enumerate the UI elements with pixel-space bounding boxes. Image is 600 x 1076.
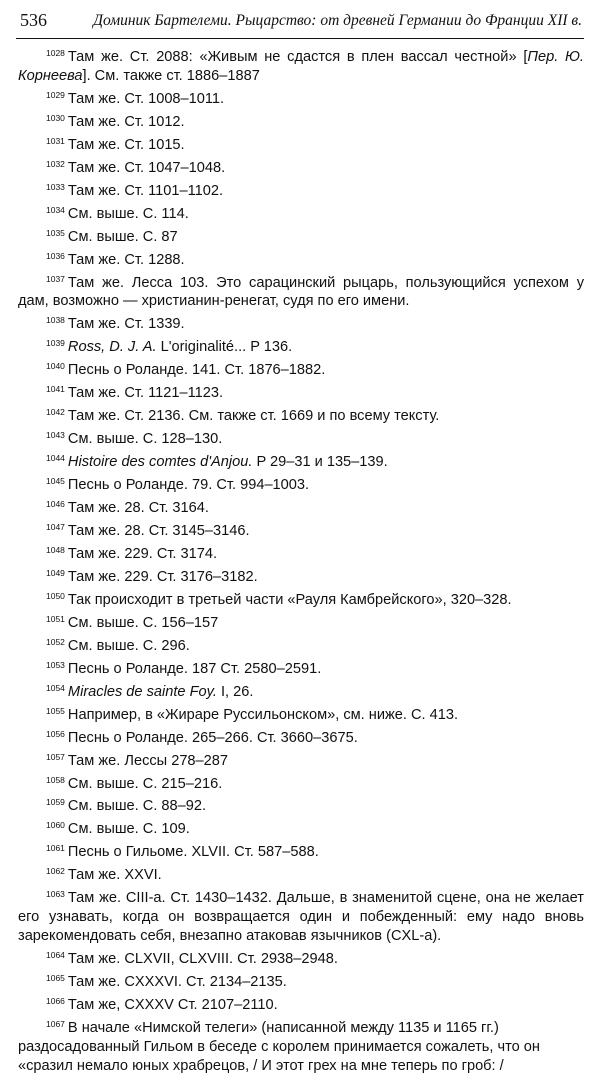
page-header	[16, 8, 584, 39]
endnote-text: Там же. XXVI.	[67, 867, 162, 884]
endnote-text: Там же. Ст. 1121–1123.	[67, 385, 224, 402]
endnote-number: 1060	[46, 820, 65, 831]
endnote-text: Там же. Ст. 2088: «Живым не сдастся в плен вассал честной» [	[67, 49, 528, 65]
endnote-text: Там же. 28. Ст. 3145–3146.	[67, 523, 250, 540]
running-title: Доминик Бартелеми. Рыцарство: от древней Германии до Франции XII в.	[93, 12, 582, 29]
endnote-text: Там же. 229. Ст. 3176–3182.	[67, 568, 258, 585]
endnote-text: ]. См. также ст. 1886–1887	[82, 67, 260, 84]
endnote-number: 1041	[46, 384, 65, 395]
endnote-text: Пер. Ю. Корнеева	[18, 49, 584, 84]
endnote-number: 1039	[46, 338, 65, 349]
endnote-text: Там же. Ст. 1008–1011.	[67, 90, 225, 107]
endnote-number: 1030	[46, 112, 65, 123]
endnote-number: 1036	[46, 250, 65, 261]
endnote	[18, 862, 584, 885]
endnote-text: Там же. 229. Ст. 3174.	[67, 545, 218, 562]
endnote	[18, 426, 584, 449]
endnote-number: 1061	[46, 843, 65, 854]
endnote	[18, 403, 584, 426]
endnote-text: Там же. Ст. 1047–1048.	[67, 159, 226, 176]
endnote-text: Histoire des comtes d'Anjou.	[67, 454, 253, 471]
endnote-text: L'originalité... P 136.	[156, 339, 293, 356]
endnote	[18, 155, 584, 178]
endnote	[18, 518, 584, 541]
endnote-text: Miracles de sainte Foy.	[67, 683, 217, 700]
endnote-text: См. выше. С. 215–216.	[67, 775, 223, 792]
endnote-number: 1047	[46, 522, 65, 533]
endnote-number: 1040	[46, 361, 65, 372]
endnote-text: Там же. CIII-а. Ст. 1430–1432. Дальше, в знаменитой сцене, она не желает его узнавать, когда он возвращается один и побежденный: ему надо вновь зарекомендовать себя, внезапно атаковав язычников (CXL-а).	[18, 890, 584, 945]
endnote-number: 1037	[46, 273, 65, 284]
endnote	[18, 201, 584, 224]
endnote	[18, 748, 584, 771]
endnote-text: P 29–31 и 135–139.	[252, 454, 388, 471]
endnote	[18, 702, 584, 725]
endnote-number: 1048	[46, 544, 65, 555]
endnote	[18, 132, 584, 155]
endnote	[18, 969, 584, 992]
endnote-text: См. выше. С. 114.	[67, 205, 189, 222]
endnote	[18, 633, 584, 656]
endnote	[18, 449, 584, 472]
endnote-text: Там же. Лесса 103. Это сарацинский рыцарь, пользующийся успехом у дам, возможно — христианин-ренегат, судя по его имени.	[18, 274, 584, 310]
endnote	[18, 472, 584, 495]
endnote-number: 1063	[46, 889, 65, 900]
endnote-number: 1034	[46, 204, 65, 215]
endnote-number: 1064	[46, 950, 65, 961]
endnote-number: 1053	[46, 659, 65, 670]
endnote-text: Там же. Ст. 1101–1102.	[67, 182, 224, 199]
endnote	[18, 541, 584, 564]
endnote	[18, 44, 584, 86]
endnote-number: 1050	[46, 590, 65, 601]
endnote	[18, 771, 584, 794]
endnote-text: Песнь о Роланде. 265–266. Ст. 3660–3675.	[67, 729, 358, 746]
endnote	[18, 725, 584, 748]
endnote-text: Там же. CXXXVI. Ст. 2134–2135.	[67, 974, 287, 991]
endnote-number: 1042	[46, 407, 65, 418]
endnote-number: 1052	[46, 636, 65, 647]
endnote-text: Песнь о Роланде. 141. Ст. 1876–1882.	[67, 362, 326, 379]
endnote	[18, 109, 584, 132]
endnotes-list	[18, 44, 584, 1076]
endnote-number: 1044	[46, 453, 65, 464]
endnote-number: 1051	[46, 613, 65, 624]
endnote-text: Там же. 28. Ст. 3164.	[67, 500, 209, 517]
endnote	[18, 587, 584, 610]
endnote	[18, 311, 584, 334]
page-number: 536	[20, 10, 47, 30]
endnote-text: Там же. Ст. 2136. См. также ст. 1669 и по всему тексту.	[67, 408, 440, 425]
endnote	[18, 816, 584, 839]
endnote	[18, 885, 584, 946]
endnote-text: См. выше. С. 296.	[67, 637, 190, 654]
endnote	[18, 224, 584, 247]
endnote-text: См. выше. С. 156–157	[67, 614, 219, 631]
endnote	[18, 656, 584, 679]
endnote-text: Там же. Ст. 1288.	[67, 251, 185, 268]
endnote	[18, 679, 584, 702]
endnote-text: Там же. Ст. 1339.	[67, 316, 185, 333]
endnote-text: Например, в «Жираре Руссильонском», см. ниже. С. 413.	[67, 706, 459, 723]
endnote-text: Там же. Ст. 1012.	[67, 113, 185, 130]
endnote-number: 1058	[46, 774, 65, 785]
endnote	[18, 946, 584, 969]
endnote-text: См. выше. С. 128–130.	[67, 431, 223, 448]
endnote-text: См. выше. С. 88–92.	[67, 798, 207, 815]
endnote-number: 1028	[46, 48, 65, 58]
endnote-number: 1062	[46, 866, 65, 877]
endnote-text: Ross, D. J. A.	[67, 339, 157, 356]
endnote-number: 1049	[46, 567, 65, 578]
endnote	[18, 270, 584, 312]
endnote-number: 1057	[46, 751, 65, 762]
endnote-number: 1035	[46, 227, 65, 238]
endnote	[18, 992, 584, 1015]
endnote-number: 1066	[46, 996, 65, 1007]
endnote-number: 1038	[46, 315, 65, 326]
endnote-number: 1067	[46, 1018, 65, 1029]
endnote	[18, 495, 584, 518]
endnote-text: Там же, CXXXV Ст. 2107–2110.	[67, 997, 278, 1014]
endnote	[18, 357, 584, 380]
endnote-text: Так происходит в третьей части «Рауля Камбрейского», 320–328.	[67, 591, 512, 608]
endnote-number: 1065	[46, 973, 65, 984]
endnote-number: 1054	[46, 682, 65, 693]
endnote-text: I, 26.	[216, 683, 254, 700]
endnote-text: Песнь о Роланде. 187 Ст. 2580–2591.	[67, 660, 322, 677]
endnote	[18, 247, 584, 270]
endnote-number: 1033	[46, 181, 65, 192]
endnote-text: Там же. CLXVII, CLXVIII. Ст. 2938–2948.	[67, 951, 338, 968]
endnote-number: 1056	[46, 728, 65, 739]
endnote-text: См. выше. С. 109.	[67, 821, 190, 838]
endnote-text: Там же. Ст. 1015.	[67, 136, 185, 153]
endnote-number: 1043	[46, 430, 65, 441]
endnote	[18, 1015, 584, 1076]
endnote-text: Песнь о Гильоме. XLVII. Ст. 587–588.	[67, 844, 319, 861]
endnote-text: В начале «Нимской телеги» (написанной между 1135 и 1165 гг.) раздосадованный Гильом в беседе с королем принимается сожалеть, что он «сразил немало юных храбрецов, / И этот грех на мне теперь по гроб: /	[18, 1019, 540, 1074]
endnote-number: 1029	[46, 89, 65, 100]
endnote-number: 1031	[46, 135, 65, 146]
endnote-number: 1032	[46, 158, 65, 169]
endnote-text: Там же. Лессы 278–287	[67, 752, 229, 769]
endnote-number: 1059	[46, 797, 65, 808]
endnote	[18, 610, 584, 633]
endnote	[18, 839, 584, 862]
endnote	[18, 564, 584, 587]
endnote-text: См. выше. С. 87	[67, 228, 178, 245]
endnote	[18, 86, 584, 109]
endnote	[18, 793, 584, 816]
endnote-number: 1045	[46, 476, 65, 487]
endnote-number: 1055	[46, 705, 65, 716]
endnote	[18, 334, 584, 357]
endnote-text: Песнь о Роланде. 79. Ст. 994–1003.	[67, 477, 310, 494]
endnote	[18, 178, 584, 201]
endnote-number: 1046	[46, 499, 65, 510]
endnote	[18, 380, 584, 403]
